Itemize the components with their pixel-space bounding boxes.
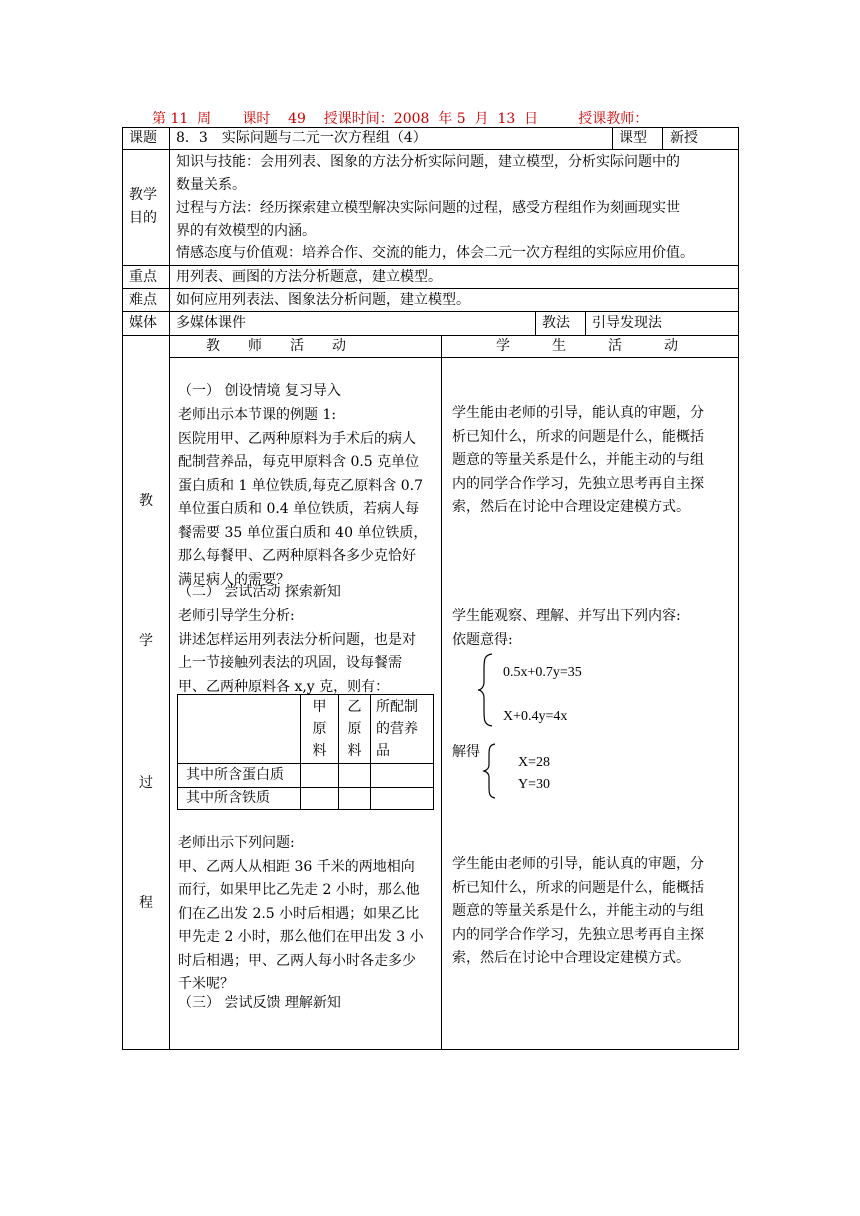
goal-label-top: 教学 <box>129 187 157 203</box>
process-side-char: 过 <box>139 775 153 791</box>
method-value: 引导发现法 <box>592 315 662 331</box>
teacher-line: 甲、乙两人从相距 36 千米的两地相向 <box>178 858 415 875</box>
teacher-line: 甲、乙两种原料各 x,y 克，则有： <box>178 678 390 695</box>
teacher-block-1 <box>178 404 440 592</box>
header-char: 料 <box>347 743 362 759</box>
teacher-activity-header: 教 师 活 动 <box>206 338 346 354</box>
equation-1: 0.5x+0.7y=35 <box>503 665 582 680</box>
section-title: （一） 创设情境 复习导入 <box>178 383 341 399</box>
goal-line: 界的有效模型的内涵。 <box>176 223 316 239</box>
student-line: 内的同学合作学习，先独立思考再自主探 <box>452 926 704 943</box>
teacher-line: 餐需要 35 单位蛋白质和 40 单位铁质， <box>178 524 428 541</box>
date-label: 授课时间：2008 年 5 月 13 日 <box>323 111 539 127</box>
process-side-char: 程 <box>139 895 153 911</box>
col-divider <box>612 127 613 149</box>
type-value: 新授 <box>670 130 698 146</box>
topic-value: 8．3 实际问题与二元一次方程组（4） <box>176 130 427 146</box>
goal-line: 过程与方法：经历探索建立模型解决实际问题的过程，感受方程组作为刻画现实世 <box>176 200 680 216</box>
student-block-3 <box>452 853 734 971</box>
header-char: 料 <box>312 743 327 759</box>
section-title: （二） 尝试活动 探索新知 <box>178 584 341 600</box>
teacher-line: 时后相遇；甲、乙两人每小时各走多少 <box>178 952 416 969</box>
goal-line: 情感态度与价值观：培养合作、交流的能力，体会二元一次方程组的实际应用价值。 <box>176 245 694 261</box>
type-label: 课型 <box>619 130 647 146</box>
student-line: 析已知什么，所求的问题是什么，能概括 <box>452 879 704 896</box>
col-divider <box>585 311 586 335</box>
left-brace-icon <box>482 742 498 800</box>
key-value: 用列表、画图的方法分析题意，建立模型。 <box>176 269 442 285</box>
student-activity-header: 学 生 活 动 <box>496 338 678 354</box>
header-char: 乙 <box>347 699 362 715</box>
student-line: 学生能观察、理解、并写出下列内容: <box>452 608 681 624</box>
teacher-line: 单位蛋白质和 0.4 单位铁质，若病人每 <box>178 501 420 517</box>
period-label: 课时 <box>242 111 271 127</box>
teacher-line: 蛋白质和 1 单位铁质,每克乙原料含 0.7 <box>178 477 423 494</box>
media-label: 媒体 <box>129 315 157 331</box>
teacher-line: 们在乙出发 2.5 小时后相遇；如果乙比 <box>178 905 420 922</box>
teacher-line: 讲述怎样运用列表法分析问题，也是对 <box>178 631 416 648</box>
student-line: 内的同学合作学习，先独立思考再自主探 <box>452 475 704 492</box>
period-value: 49 <box>288 111 306 127</box>
analysis-table-divider <box>370 694 371 810</box>
process-side-char: 学 <box>139 633 153 649</box>
teacher-line: 甲先走 2 小时，那么他们在甲出发 3 小 <box>178 929 424 945</box>
goal-line: 知识与技能：会用列表、图象的方法分析实际问题，建立模型，分析实际问题中的 <box>176 154 680 170</box>
process-side-char: 教 <box>139 493 153 509</box>
col-divider <box>662 127 663 149</box>
solve-label: 解得 <box>452 744 480 760</box>
analysis-col-header <box>301 696 338 762</box>
teacher-line: 医院用甲、乙两种原料为手术后的病人 <box>178 430 416 447</box>
difficulty-value: 如何应用列表法、图象法分析问题，建立模型。 <box>176 292 470 308</box>
teacher-line: 配制营养品，每克甲原料含 0.5 克单位 <box>178 454 420 470</box>
col-divider <box>535 311 536 335</box>
teacher-line: 而行，如果甲比乙先走 2 小时，那么他 <box>178 882 420 898</box>
teacher-line: 老师引导学生分析: <box>178 608 295 624</box>
topic-label: 课题 <box>129 130 157 146</box>
media-value: 多媒体课件 <box>176 315 246 331</box>
teacher-label: 授课教师： <box>578 111 649 127</box>
teacher-block-2 <box>178 605 440 699</box>
student-line: 依题意得: <box>452 632 513 648</box>
teacher-line: 满足病人的需要？ <box>178 571 290 588</box>
teacher-line: 老师出示下列问题: <box>178 835 295 851</box>
analysis-col-header <box>339 696 370 762</box>
section-title: （三） 尝试反馈 理解新知 <box>178 995 341 1011</box>
left-brace-icon <box>476 652 496 728</box>
header-line: 所配制 <box>376 699 418 715</box>
header-char: 甲 <box>312 699 327 715</box>
key-label: 重点 <box>129 269 157 285</box>
analysis-col-header <box>376 696 434 762</box>
student-block-1 <box>452 402 734 520</box>
header-char: 原 <box>312 721 327 737</box>
method-label: 教法 <box>542 315 570 331</box>
teacher-block-3 <box>178 832 440 997</box>
week-label: 第 11 周 <box>152 111 212 127</box>
analysis-row-label: 其中所含铁质 <box>186 790 270 806</box>
student-line: 题意的等量关系是什么，并能主动的与组 <box>452 903 704 919</box>
teacher-line: 那么每餐甲、乙两种原料各多少克恰好 <box>178 548 416 564</box>
goal-label-bottom: 目的 <box>129 210 157 226</box>
student-line: 题意的等量关系是什么，并能主动的与组 <box>452 452 704 468</box>
difficulty-label: 难点 <box>129 292 157 308</box>
header-line: 品 <box>376 743 390 759</box>
solution-2: Y=30 <box>518 777 551 792</box>
student-line: 索，然后在讨论中合理设定建模方式。 <box>452 499 690 515</box>
student-line: 析已知什么，所求的问题是什么，能概括 <box>452 428 704 445</box>
equation-2: X+0.4y=4x <box>503 709 568 724</box>
header-char: 原 <box>347 721 362 737</box>
col-divider <box>169 127 170 1050</box>
goal-line: 数量关系。 <box>176 177 246 193</box>
lesson-header <box>152 108 648 128</box>
student-line: 索，然后在讨论中合理设定建模方式。 <box>452 950 690 966</box>
analysis-row-label: 其中所含蛋白质 <box>186 767 284 783</box>
solution-1: X=28 <box>518 755 551 770</box>
teacher-line: 老师出示本节课的例题 1: <box>178 407 337 423</box>
student-line: 学生能由老师的引导，能认真的审题，分 <box>452 856 704 872</box>
col-divider <box>441 335 442 1050</box>
row-divider <box>122 149 739 150</box>
header-line: 的营养 <box>376 721 418 737</box>
teacher-line: 上一节接触列表法的巩固，设每餐需 <box>178 655 402 671</box>
teacher-line: 千米呢？ <box>178 976 234 992</box>
row-divider <box>169 357 739 358</box>
student-line: 学生能由老师的引导，能认真的审题，分 <box>452 405 704 421</box>
